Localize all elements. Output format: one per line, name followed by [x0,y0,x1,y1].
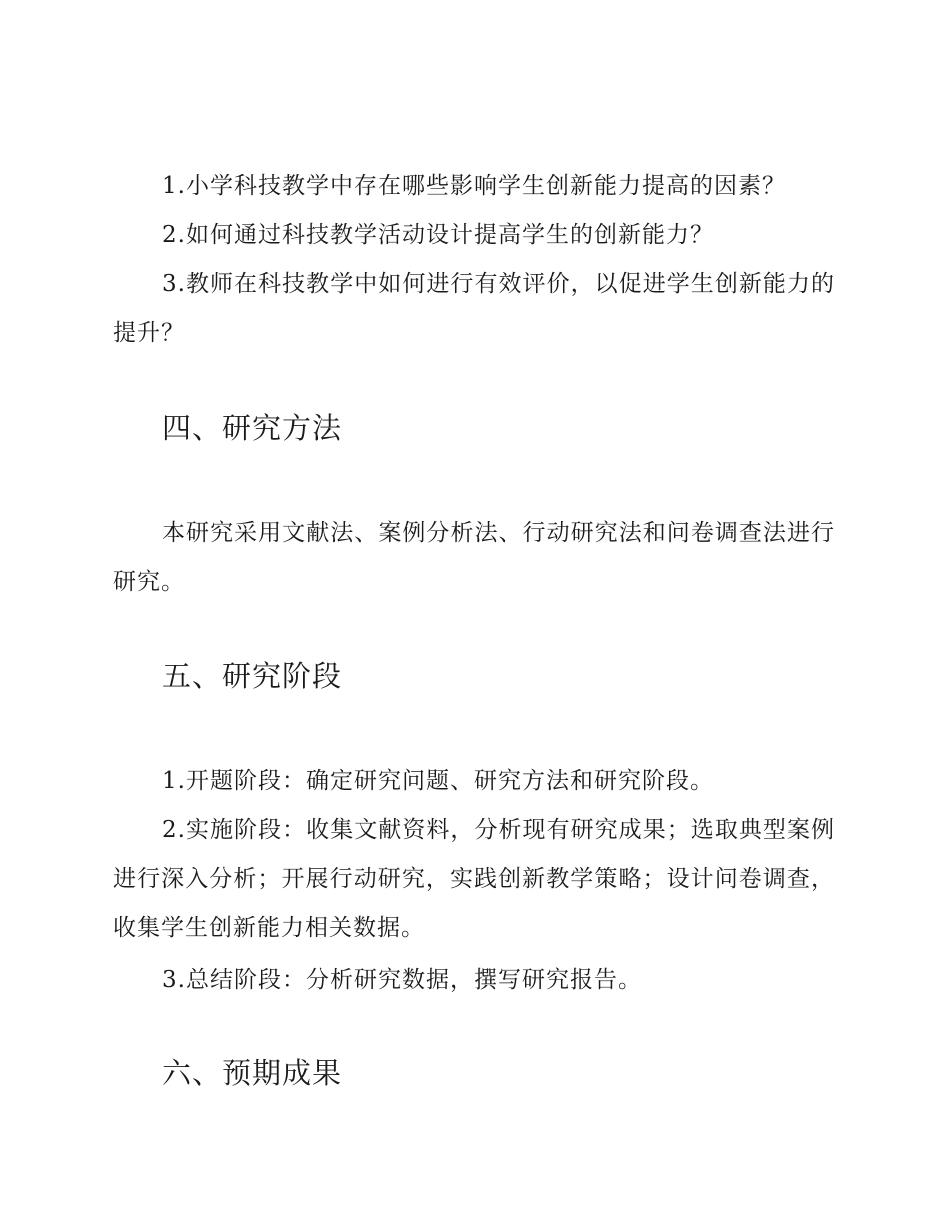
stage-item-1: 1.开题阶段：确定研究问题、研究方法和研究阶段。 [162,768,714,794]
stage-item-3: 3.总结阶段：分析研究数据，撰写研究报告。 [162,967,642,993]
section-4-heading: 四、研究方法 [162,411,343,445]
question-2: 2.如何通过科技教学活动设计提高学生的创新能力？ [162,222,714,248]
stage-item-2: 2.实施阶段：收集文献资料，分析现有研究成果；选取典型案例进行深入分析；开展行动研究，实践创新教学策略；设计问卷调查，收集学生创新能力相关数据。 [113,817,835,941]
section-6-heading: 六、预期成果 [162,1056,343,1090]
question-1: 1.小学科技教学中存在哪些影响学生创新能力提高的因素？ [162,173,786,199]
question-3: 3.教师在科技教学中如何进行有效评价，以促进学生创新能力的提升？ [113,271,835,346]
section-5-heading: 五、研究阶段 [162,659,343,693]
section-4-body: 本研究采用文献法、案例分析法、行动研究法和问卷调查法进行研究。 [113,520,835,595]
